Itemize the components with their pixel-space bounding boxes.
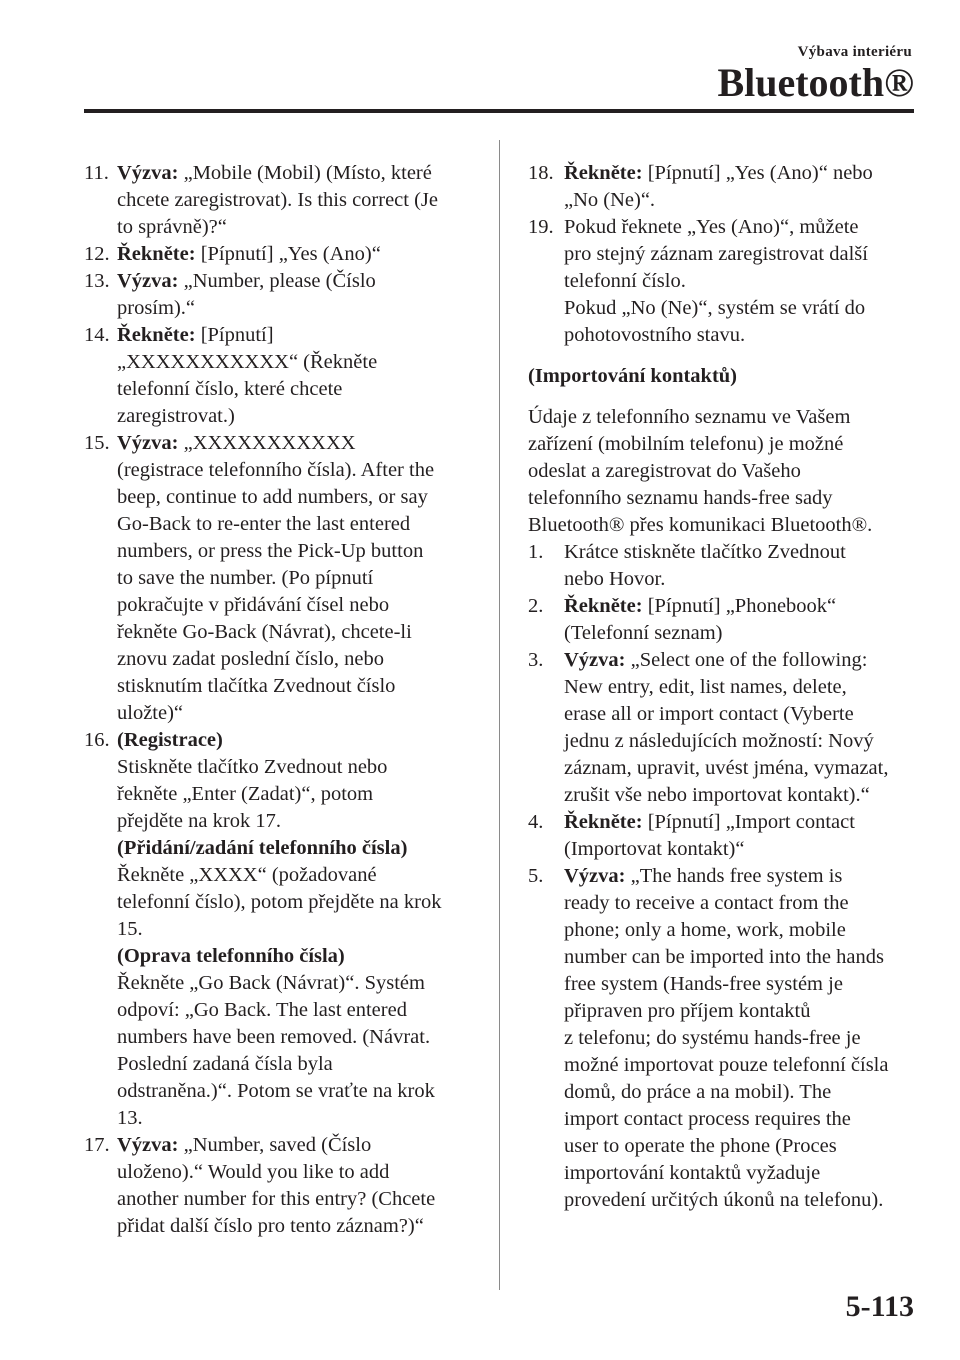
step-line-text: [Pípnutí] (195, 324, 274, 346)
spacer (528, 349, 914, 363)
step-line-text: to správně)?“ (117, 216, 227, 238)
step-line-text: (Importovat kontakt)“ (564, 838, 745, 860)
step-item (84, 1132, 470, 1240)
step-number: 11. (84, 162, 109, 184)
step-item (528, 593, 914, 647)
step-line-text: number can be imported into the hands (564, 946, 884, 968)
step-line-text: (Telefonní seznam) (564, 622, 723, 644)
text-line (564, 322, 914, 349)
text-line (117, 1132, 470, 1159)
step-line-text: ready to receive a contact from the (564, 892, 849, 914)
step-line-text: numbers, or press the Pick-Up button (117, 540, 424, 562)
spacer (528, 390, 914, 404)
step-line-text: přejděte na krok 17. (117, 810, 281, 832)
step-number: 4. (528, 811, 544, 833)
step-number: 15. (84, 432, 110, 454)
text-line (564, 1052, 914, 1079)
text-line (117, 349, 470, 376)
step-label: (Oprava telefonního čísla) (117, 945, 345, 967)
step-line-text: domů, do práce a na mobil). The (564, 1081, 832, 1103)
step-item (84, 160, 470, 241)
step-number: 14. (84, 324, 110, 346)
step-item (84, 241, 470, 268)
step-item (84, 322, 470, 430)
text-line (117, 943, 470, 970)
step-line-text: pohotovostního stavu. (564, 324, 746, 346)
text-line (117, 808, 470, 835)
text-line (117, 322, 470, 349)
step-label: Výzva: (564, 865, 626, 887)
text-line (564, 944, 914, 971)
step-line-text: Poslední zadaná čísla byla (117, 1053, 333, 1075)
step-number: 18. (528, 162, 554, 184)
text-line (117, 1213, 470, 1240)
text-line (117, 295, 470, 322)
step-line-text: telefonní číslo. (564, 270, 686, 292)
text-line (564, 647, 914, 674)
text-line (117, 1024, 470, 1051)
text-line (117, 754, 470, 781)
step-text (117, 268, 470, 322)
step-line-text: „Mobile (Mobil) (Místo, které (178, 162, 432, 184)
text-line (117, 1051, 470, 1078)
step-line-text: odstraněna.)“. Potom se vraťte na krok (117, 1080, 435, 1102)
step-line-text: z telefonu; do systému hands-free je (564, 1027, 861, 1049)
step-line-text: Stiskněte tlačítko Zvednout nebo (117, 756, 388, 778)
step-label: (Registrace) (117, 729, 223, 751)
step-text (117, 727, 470, 1132)
section-label: Výbava interiéru (797, 44, 912, 60)
step-line-text: pro stejný záznam zaregistrovat další (564, 243, 868, 265)
step-line-text: telefonní číslo, které chcete (117, 378, 343, 400)
header-rule (84, 109, 914, 113)
text-line (564, 728, 914, 755)
step-line-text: „XXXXXXXXXXX“ (Řekněte (117, 351, 378, 373)
step-text (564, 647, 914, 809)
text-line (564, 1025, 914, 1052)
import-contacts-heading: (Importování kontaktů) (528, 365, 738, 387)
text-line (564, 971, 914, 998)
step-line-text: provedení určitých úkonů na telefonu). (564, 1189, 884, 1211)
text-line (117, 187, 470, 214)
text-line (117, 403, 470, 430)
text-line (564, 863, 914, 890)
step-line-text: „Number, please (Číslo (178, 270, 376, 292)
step-number: 1. (528, 541, 544, 563)
text-line (117, 1186, 470, 1213)
step-label: Řekněte: (564, 811, 643, 833)
page-title: Bluetooth® (717, 60, 914, 105)
step-number: 17. (84, 1134, 110, 1156)
text-line (117, 1105, 470, 1132)
step-item (528, 863, 914, 1214)
text-line (564, 755, 914, 782)
step-list-right-top (528, 160, 914, 349)
right-column (528, 160, 914, 1214)
step-label: Řekněte: (117, 324, 196, 346)
text-line (564, 620, 914, 647)
step-text (564, 593, 914, 647)
step-item (84, 727, 470, 1132)
step-line-text: to save the number. (Po pípnutí (117, 567, 374, 589)
step-line-text: [Pípnutí] „Yes (Ano)“ (195, 243, 381, 265)
text-line (564, 566, 914, 593)
text-line (564, 241, 914, 268)
step-line-text: another number for this entry? (Chcete (117, 1188, 436, 1210)
text-line (117, 619, 470, 646)
step-line-text: import contact process requires the (564, 1108, 851, 1130)
step-label: (Přidání/zadání telefonního čísla) (117, 837, 408, 859)
step-line-text: erase all or import contact (Vyberte (564, 703, 854, 725)
step-label: Řekněte: (117, 243, 196, 265)
step-number: 3. (528, 649, 544, 671)
step-line-text: beep, continue to add numbers, or say (117, 486, 428, 508)
step-text (564, 214, 914, 349)
step-list-right-bottom (528, 539, 914, 1214)
step-line-text: „XXXXXXXXXXX (178, 432, 356, 454)
step-text (117, 241, 470, 268)
step-number: 19. (528, 216, 554, 238)
paragraph-line: odeslat a zaregistrovat do Vašeho (528, 460, 801, 482)
step-line-text: znovu zadat poslední číslo, nebo (117, 648, 385, 670)
paragraph-line: Údaje z telefonního seznamu ve Vašem (528, 406, 851, 428)
text-line (117, 835, 470, 862)
step-line-text: 15. (117, 918, 143, 940)
step-number: 2. (528, 595, 544, 617)
text-line (564, 539, 914, 566)
step-list-left (84, 160, 470, 1240)
text-line (117, 916, 470, 943)
text-line (564, 1079, 914, 1106)
text-line (117, 646, 470, 673)
paragraph-line: Bluetooth® přes komunikaci Bluetooth®. (528, 514, 873, 536)
step-number: 13. (84, 270, 110, 292)
text-line (564, 674, 914, 701)
text-line (117, 862, 470, 889)
text-line (117, 268, 470, 295)
page-number: 5-113 (845, 1290, 914, 1323)
step-label: Výzva: (117, 1134, 179, 1156)
step-item (528, 214, 914, 349)
text-line (564, 836, 914, 863)
text-line (564, 1187, 914, 1214)
step-item (528, 160, 914, 214)
step-line-text: „No (Ne)“. (564, 189, 656, 211)
step-label: Řekněte: (564, 595, 643, 617)
step-line-text: prosím).“ (117, 297, 195, 319)
column-divider (499, 140, 500, 1290)
step-line-text: (registrace telefonního čísla). After the (117, 459, 435, 481)
step-line-text: free system (Hands-free systém je (564, 973, 843, 995)
step-label: Výzva: (117, 432, 179, 454)
step-line-text: [Pípnutí] „Yes (Ano)“ nebo (642, 162, 873, 184)
text-line (117, 160, 470, 187)
step-label: Výzva: (117, 162, 179, 184)
text-line (564, 1106, 914, 1133)
step-line-text: Řekněte „Go Back (Návrat)“. Systém (117, 972, 425, 994)
step-line-text: [Pípnutí] „Import contact (642, 811, 855, 833)
step-line-text: Krátce stiskněte tlačítko Zvednout (564, 541, 846, 563)
text-line (564, 160, 914, 187)
step-line-text: připraven pro příjem kontaktů (564, 1000, 811, 1022)
step-label: Řekněte: (564, 162, 643, 184)
text-line (564, 890, 914, 917)
step-text (117, 160, 470, 241)
step-line-text: „Select one of the following: (625, 649, 868, 671)
step-text (564, 160, 914, 214)
step-number: 12. (84, 243, 110, 265)
text-line (564, 1160, 914, 1187)
text-line (117, 430, 470, 457)
step-text (564, 809, 914, 863)
step-item (84, 430, 470, 727)
step-line-text: importování kontaktů vyžaduje (564, 1162, 821, 1184)
step-item (84, 268, 470, 322)
step-line-text: záznam, upravit, uvést jména, vymazat, (564, 757, 889, 779)
paragraph-line: telefonního seznamu hands-free sady (528, 487, 833, 509)
step-line-text: nebo Hovor. (564, 568, 666, 590)
text-line (117, 565, 470, 592)
text-line (117, 673, 470, 700)
step-item (528, 539, 914, 593)
text-line (564, 1133, 914, 1160)
step-line-text: [Pípnutí] „Phonebook“ (642, 595, 837, 617)
step-line-text: uložte)“ (117, 702, 184, 724)
step-line-text: Řekněte „XXXX“ (požadované (117, 864, 377, 886)
text-line (117, 970, 470, 997)
text-line (564, 917, 914, 944)
text-line (564, 295, 914, 322)
step-line-text: „Number, saved (Číslo (178, 1134, 372, 1156)
step-line-text: jednu z následujících možností: Nový (564, 730, 874, 752)
step-line-text: Go-Back to re-enter the last entered (117, 513, 411, 535)
step-number: 16. (84, 729, 110, 751)
step-line-text: New entry, edit, list names, delete, (564, 676, 847, 698)
step-line-text: řekněte „Enter (Zadat)“, potom (117, 783, 374, 805)
text-line (117, 700, 470, 727)
step-text (564, 539, 914, 593)
text-line (117, 1159, 470, 1186)
step-number: 5. (528, 865, 544, 887)
step-text (564, 863, 914, 1214)
text-line (564, 593, 914, 620)
import-paragraph (528, 404, 914, 539)
text-line (117, 592, 470, 619)
text-line (117, 889, 470, 916)
step-text (117, 322, 470, 430)
text-line (564, 701, 914, 728)
paragraph-line: zařízení (mobilním telefonu) je možné (528, 433, 844, 455)
text-line (564, 214, 914, 241)
step-line-text: user to operate the phone (Proces (564, 1135, 837, 1157)
step-label: Výzva: (564, 649, 626, 671)
text-line (117, 538, 470, 565)
text-line (117, 457, 470, 484)
step-line-text: pokračujte v přidávání čísel nebo (117, 594, 390, 616)
step-label: Výzva: (117, 270, 179, 292)
step-line-text: odpoví: „Go Back. The last entered (117, 999, 407, 1021)
step-line-text: uloženo).“ Would you like to add (117, 1161, 390, 1183)
step-line-text: zrušit vše nebo importovat kontakt).“ (564, 784, 870, 806)
step-line-text: „The hands free system is (625, 865, 843, 887)
step-item (528, 647, 914, 809)
text-line (117, 1078, 470, 1105)
step-line-text: telefonní číslo), potom přejděte na krok (117, 891, 442, 913)
step-line-text: přidat další číslo pro tento záznam?)“ (117, 1215, 424, 1237)
text-line (564, 998, 914, 1025)
text-line (117, 997, 470, 1024)
step-line-text: Pokud řeknete „Yes (Ano)“, můžete (564, 216, 859, 238)
text-line (117, 727, 470, 754)
text-line (117, 781, 470, 808)
step-line-text: zaregistrovat.) (117, 405, 235, 427)
text-line (564, 268, 914, 295)
text-line (117, 241, 470, 268)
step-item (528, 809, 914, 863)
step-text (117, 430, 470, 727)
step-line-text: 13. (117, 1107, 143, 1129)
text-line (564, 187, 914, 214)
left-column (84, 160, 470, 1240)
step-line-text: phone; only a home, work, mobile (564, 919, 846, 941)
step-line-text: řekněte Go-Back (Návrat), chcete-li (117, 621, 412, 643)
step-line-text: stisknutím tlačítka Zvednout číslo (117, 675, 396, 697)
step-line-text: možné importovat pouze telefonní čísla (564, 1054, 889, 1076)
text-line (117, 376, 470, 403)
text-line (117, 484, 470, 511)
text-line (564, 782, 914, 809)
step-line-text: numbers have been removed. (Návrat. (117, 1026, 431, 1048)
step-line-text: chcete zaregistrovat). Is this correct (Je (117, 189, 439, 211)
text-line (117, 214, 470, 241)
step-line-text: Pokud „No (Ne)“, systém se vrátí do (564, 297, 866, 319)
text-line (564, 809, 914, 836)
step-text (117, 1132, 470, 1240)
text-line (117, 511, 470, 538)
